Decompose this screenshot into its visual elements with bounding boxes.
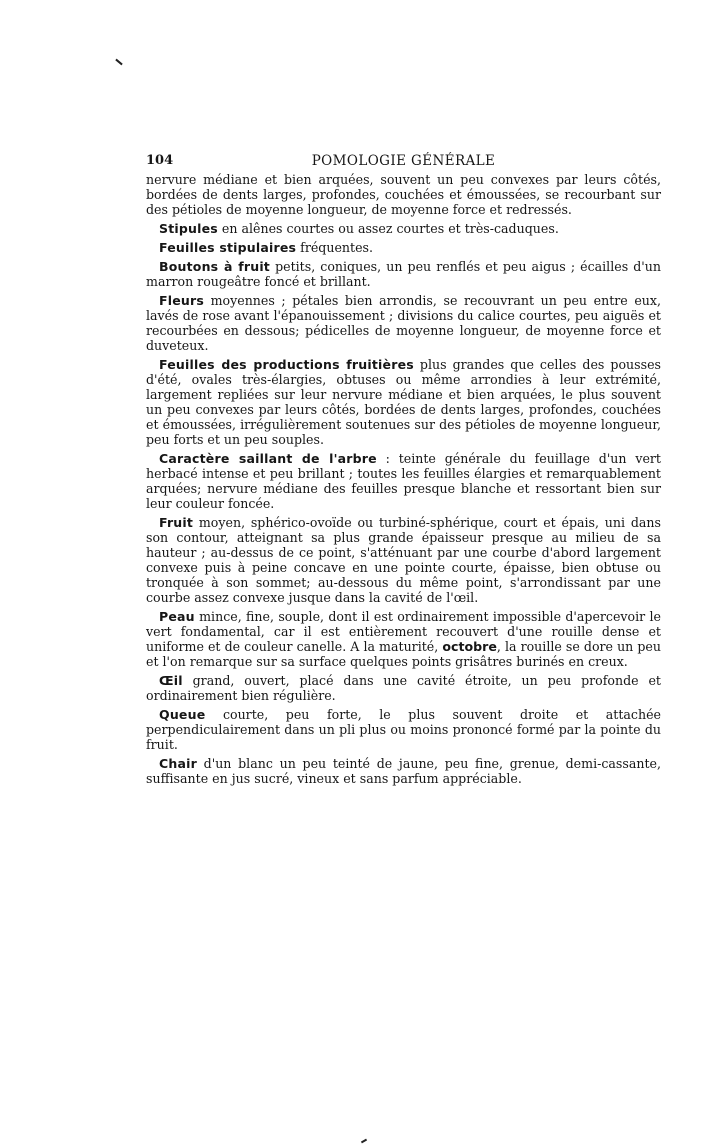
paragraph-text: : teinte générale du feuillage d'un vert herbacé intense et peu brillant ; toutes les feuilles élargies et remarquablement arquées; nervure médiane des feuilles presque blanche et ressortant bien sur leur couleur foncée. — [146, 451, 661, 511]
paragraph-term: Boutons à fruit — [159, 259, 270, 274]
paragraph-term: Feuilles des productions fruitières — [159, 357, 414, 372]
paragraph-term: Queue — [159, 707, 206, 722]
maturity-month: octobre — [442, 639, 497, 654]
paragraph-chair — [146, 756, 661, 786]
paragraph-caractere — [146, 451, 661, 511]
paragraph-oeil — [146, 673, 661, 703]
paragraph-feuilles-stipulaires — [146, 240, 661, 255]
paragraph-term: Caractère saillant de l'arbre — [159, 451, 377, 466]
paragraph-text: fréquentes. — [296, 240, 374, 255]
book-page — [146, 150, 661, 790]
paragraph-text: plus grandes que celles des pousses d'été, ovales très-élargies, obtuses ou même arrondies à leur extrémité, largement repliées sur leur nervure médiane et bien arquées, le plus souvent un peu convexes par leurs côtés, bordées de dents larges, profondes, couchées et émoussées, irrégulièrement soutenues sur des pétioles de moyenne longueur, peu forts et un peu souples. — [146, 357, 661, 447]
paragraph-peau — [146, 609, 661, 669]
paragraph-feuilles-productions — [146, 357, 661, 447]
running-head — [146, 150, 661, 172]
paragraph-term: Feuilles stipulaires — [159, 240, 297, 255]
paragraph-text: grand, ouvert, placé dans une cavité étroite, un peu profonde et ordinairement bien régulière. — [146, 673, 661, 703]
paragraph-term: Stipules — [159, 221, 218, 236]
paragraph-queue — [146, 707, 661, 752]
paragraph-text: mince, fine, souple, dont il est ordinairement impossible d'apercevoir le vert fondamental, car il est entièrement recouvert d'une rouille dense et uniforme et de couleur canelle. A la maturité, — [146, 609, 661, 654]
paragraph-fruit — [146, 515, 661, 605]
paragraph-text: moyen, sphérico-ovoïde ou turbiné-sphérique, court et épais, uni dans son contour, atteignant sa plus grande épaisseur presque au milieu de sa hauteur ; au-dessus de ce point, s'atténuant par une courbe d'abord largement convexe puis à peine concave en une pointe courte, épaisse, bien obtuse ou tronquée à son sommet; au-dessous du même point, s'arrondissant par une courbe assez convexe jusque dans la cavité de l'œil. — [146, 515, 661, 605]
paragraph-term: Chair — [159, 756, 197, 771]
page-number: 104 — [146, 153, 174, 168]
paragraph-text: moyennes ; pétales bien arrondis, se recouvrant un peu entre eux, lavés de rose avant l'épanouissement ; divisions du calice courtes, peu aiguës et recourbées en dessous; pédicelles de moyenne longueur, de moyenne force et duveteux. — [146, 293, 661, 353]
scan-speck — [361, 1139, 367, 1144]
paragraph-text: nervure médiane et bien arquées, souvent un peu convexes par leurs côtés, bordées de dents larges, profondes, couchées et émoussées, se recourbant sur des pétioles de moyenne longueur, de moyenne force et redressés. — [146, 172, 661, 217]
paragraph-text: en alênes courtes ou assez courtes et très-caduques. — [217, 221, 559, 236]
paragraph-boutons — [146, 259, 661, 289]
scan-speck — [115, 59, 122, 66]
paragraph-text: d'un blanc un peu teinté de jaune, peu fine, grenue, demi-cassante, suffisante en jus sucré, vineux et sans parfum appréciable. — [146, 756, 661, 786]
paragraph-text: petits, coniques, un peu renflés et peu aigus ; écailles d'un marron rougeâtre foncé et brillant. — [146, 259, 661, 289]
page-body — [146, 172, 661, 786]
paragraph-term: Fleurs — [159, 293, 205, 308]
paragraph-stipules — [146, 221, 661, 236]
running-title: POMOLOGIE GÉNÉRALE — [311, 153, 496, 169]
paragraph-continuation — [146, 172, 661, 217]
paragraph-term: Fruit — [159, 515, 194, 530]
paragraph-text: , la rouille se dore un peu et l'on remarque sur sa surface quelques points grisâtres burinés en creux. — [146, 639, 661, 669]
paragraph-fleurs — [146, 293, 661, 353]
paragraph-term: Peau — [159, 609, 195, 624]
paragraph-term: Œil — [159, 673, 183, 688]
paragraph-text: courte, peu forte, le plus souvent droite et attachée perpendiculairement dans un pli plus ou moins prononcé formé par la pointe du fruit. — [146, 707, 661, 752]
